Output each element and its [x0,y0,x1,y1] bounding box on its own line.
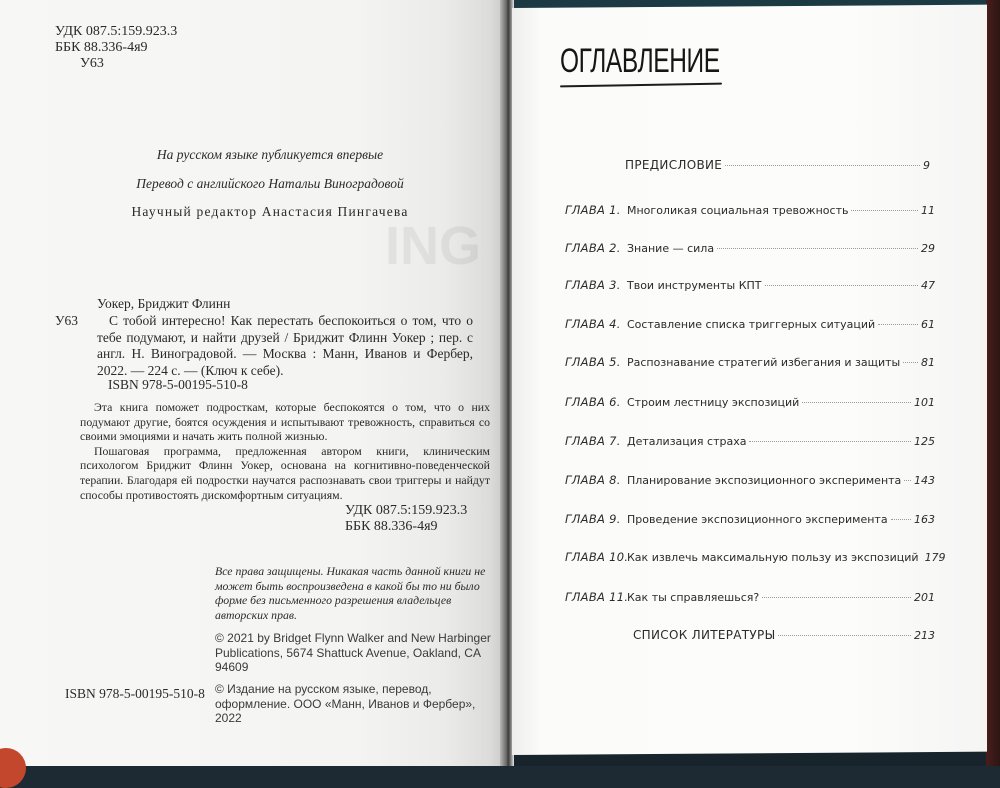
toc-chapter-label: ГЛАВА 11. [565,590,629,604]
toc-chapter-label: ГЛАВА 1. [565,203,621,217]
leader-dots [717,248,918,249]
isbn-bottom: ISBN 978-5-00195-510-8 [65,686,205,701]
toc-entry-page: 143 [914,474,935,487]
leader-dots [891,519,911,520]
annotation-bbk: ББК 88.336-4я9 [345,519,438,534]
toc-entry-title: Планирование экспозиционного эксперимента [627,474,902,487]
toc-entry-chapter-11[interactable] [565,590,935,610]
leader-dots [762,597,911,598]
copyright-original: © 2021 by Bridget Flynn Walker and New Harbinger Publications, 5674 Shattuck Avenue, Oakland, CA 94609 [215,631,491,674]
leader-dots [878,324,918,325]
bbk-code: ББК 88.336-4я9 [55,40,148,55]
first-publication-note: На русском языке публикуется впервые [156,147,384,162]
leader-dots [778,635,911,636]
leader-dots [802,402,911,403]
leader-dots [765,285,918,286]
toc-entry-title: Распознавание стратегий избегания и защиты [627,356,901,369]
annotation [80,400,490,502]
toc-title: ОГЛАВЛЕНИЕ [560,42,720,80]
toc-entry-title: Как ты справляешься? [627,591,760,604]
toc-chapter-label: ГЛАВА 10. [565,550,629,564]
toc-entry-page: 11 [921,204,935,217]
editor-credit: Научный редактор Анастасия Пингачева [131,204,409,219]
toc-entry-page: 213 [914,629,935,642]
toc-entry-page: 47 [921,279,935,292]
leader-dots [903,362,918,363]
toc-entry-preface[interactable] [625,158,930,178]
toc-entry-title: Строим лестницу экспозиций [627,396,800,409]
toc-chapter-label: ГЛАВА 2. [565,241,621,255]
copyright-russian: © Издание на русском языке, перевод, оформление. ООО «Манн, Иванов и Фербер», 2022 [215,682,476,725]
toc-chapter-label: ГЛАВА 9. [565,512,621,526]
toc-entry-page: 101 [914,396,935,409]
bleed-through-text: ING [385,216,482,276]
toc-entry-chapter-10[interactable] [565,550,946,570]
author-mark: У63 [80,56,104,71]
toc-entry-page: 125 [914,435,935,448]
record-isbn: ISBN 978-5-00195-510-8 [108,377,248,392]
udk-code: УДК 087.5:159.923.3 [55,24,178,39]
toc-entry-chapter-1[interactable] [565,203,935,223]
annotation-udk: УДК 087.5:159.923.3 [345,503,468,518]
toc-entry-bibliography[interactable] [633,628,935,648]
toc-chapter-label: ГЛАВА 5. [565,355,621,369]
toc-entry-title: Как извлечь максимальную пользу из экспозиций [627,551,919,564]
toc-entry-page: 29 [921,242,935,255]
toc-chapter-label: ГЛАВА 7. [565,434,621,448]
toc-entry-page: 81 [921,356,935,369]
toc-entry-chapter-5[interactable] [565,355,935,375]
toc-entry-title: Проведение экспозиционного эксперимента [627,513,888,526]
toc-entry-page: 163 [914,513,935,526]
toc-entry-title: Многоликая социальная тревожность [627,204,849,217]
toc-chapter-label: ГЛАВА 8. [565,473,621,487]
leader-dots [749,441,911,442]
record-author: Уокер, Бриджит Флинн [97,296,231,311]
translator-credit: Перевод с английского Натальи Виноградовой [136,176,404,191]
leader-dots [851,210,918,211]
toc-entry-chapter-4[interactable] [565,317,935,337]
toc-entry-title: Твои инструменты КПТ [627,279,762,292]
toc-entry-title: Детализация страха [627,435,747,448]
toc-chapter-label: ГЛАВА 4. [565,317,621,331]
toc-entry-title: Знание — сила [627,242,715,255]
toc-entry-chapter-9[interactable] [565,512,935,532]
toc-entry-page: 61 [921,318,935,331]
toc-chapter-label: ГЛАВА 6. [565,395,621,409]
record-description: С тобой интересно! Как перестать беспокоиться о том, что о тебе подумают, и найти друзей / Бриджит Флинн Уокер ; пер. с англ. Н. Виноградовой. — Москва : Манн, Иванов и Фербер, 2022. — 224 с. — (Ключ к себе). [97,313,473,378]
annotation-paragraph: Эта книга поможет подросткам, которые беспокоятся о том, что о них подумают другие, боятся осуждения и испытывают тревожность, справиться со своими эмоциями и начать жить полной жизнью. [80,400,490,444]
toc-entry-chapter-7[interactable] [565,434,935,454]
toc-entry-page: 201 [914,591,935,604]
toc-entry-chapter-6[interactable] [565,395,935,415]
toc-entry-title: Составление списка триггерных ситуаций [627,318,876,331]
book-cover-edge [986,0,1000,766]
annotation-paragraph: Пошаговая программа, предложенная автором книги, клиническим психологом Бриджит Флинн Уокер, основана на когнитивно-поведенческой терапии. Благодаря ей подростки научатся распознавать свои триггеры и найдут способы противостоять дискомфортным ситуациям. [80,443,490,502]
toc-entry-chapter-8[interactable] [565,473,935,493]
leader-dots [725,165,920,166]
rights-notice: Все права защищены. Никакая часть данной книги не может быть воспроизведена в какой бы то ни было форме без письменного разрешения владельцев авторских прав. [215,564,486,622]
toc-entry-page: 9 [923,159,930,172]
toc-entry-chapter-3[interactable] [565,278,935,298]
toc-entry-chapter-2[interactable] [565,241,935,261]
toc-chapter-label: ГЛАВА 3. [565,278,621,292]
toc-entry-title: ПРЕДИСЛОВИЕ [625,158,723,172]
toc-entry-page: 179 [924,551,946,564]
record-author-mark: У63 [55,313,79,328]
toc-entry-title: СПИСОК ЛИТЕРАТУРЫ [633,628,776,642]
leader-dots [904,480,911,481]
